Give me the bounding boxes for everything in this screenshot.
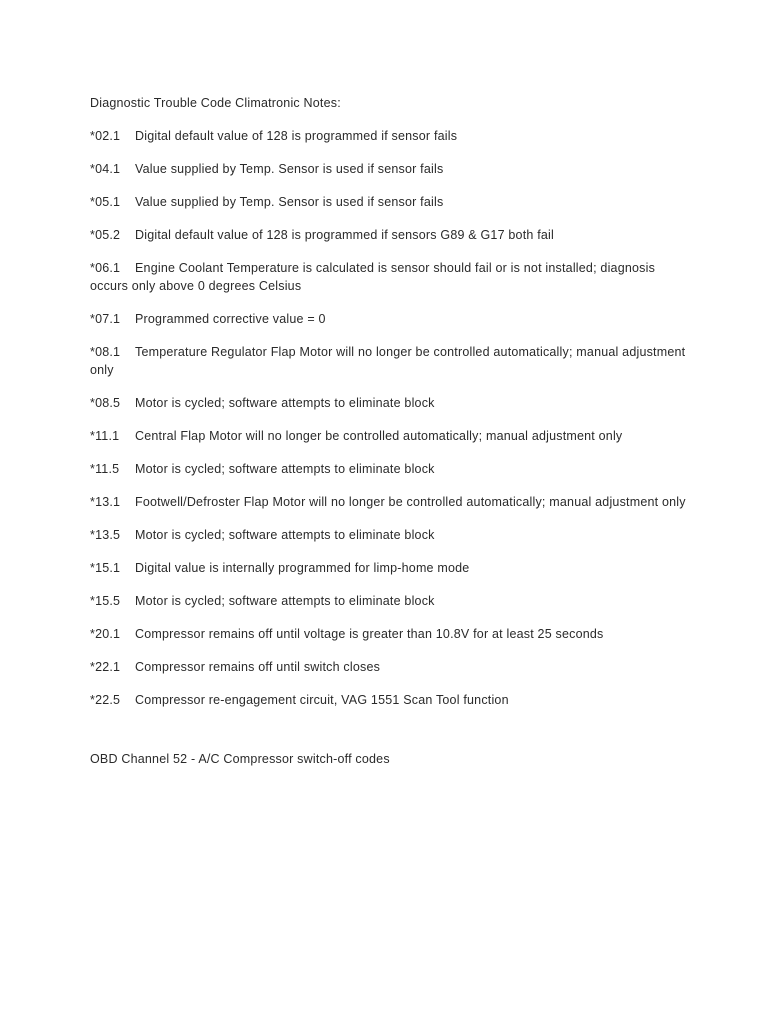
list-item (90, 226, 690, 244)
note-code: *08.1 (90, 345, 121, 359)
note-text: Motor is cycled; software attempts to eliminate block (135, 594, 435, 608)
note-code: *05.1 (90, 195, 121, 209)
list-item (90, 310, 690, 328)
note-text: Compressor re-engagement circuit, VAG 1551 Scan Tool function (135, 693, 509, 707)
note-code: *13.1 (90, 495, 121, 509)
note-code: *13.5 (90, 528, 121, 542)
note-code: *15.1 (90, 561, 121, 575)
list-item (90, 343, 690, 379)
note-text: Temperature Regulator Flap Motor will no longer be controlled automatically; manual adjustment only (90, 345, 686, 377)
list-item (90, 493, 690, 511)
note-code: *06.1 (90, 261, 121, 275)
note-code: *22.1 (90, 660, 121, 674)
note-text: Engine Coolant Temperature is calculated is sensor should fail or is not installed; diagnosis occurs only above 0 degrees Celsius (90, 261, 656, 293)
note-text: Digital value is internally programmed for limp-home mode (135, 561, 470, 575)
footer-line: OBD Channel 52 - A/C Compressor switch-off codes (90, 752, 390, 766)
list-item (90, 259, 690, 295)
note-text: Value supplied by Temp. Sensor is used if sensor fails (135, 162, 444, 176)
list-item (90, 127, 690, 145)
list-item (90, 625, 690, 643)
note-text: Footwell/Defroster Flap Motor will no longer be controlled automatically; manual adjustment only (135, 495, 686, 509)
list-item (90, 160, 690, 178)
list-item (90, 394, 690, 412)
note-text: Motor is cycled; software attempts to eliminate block (135, 528, 435, 542)
note-text: Compressor remains off until switch closes (135, 660, 381, 674)
note-text: Central Flap Motor will no longer be controlled automatically; manual adjustment only (135, 429, 623, 443)
note-text: Digital default value of 128 is programmed if sensor fails (135, 129, 458, 143)
note-code: *11.5 (90, 462, 120, 476)
note-code: *11.1 (90, 429, 120, 443)
list-item (90, 193, 690, 211)
note-code: *07.1 (90, 312, 121, 326)
list-item (90, 592, 690, 610)
note-code: *22.5 (90, 693, 121, 707)
note-text: Compressor remains off until voltage is greater than 10.8V for at least 25 seconds (135, 627, 604, 641)
document-page (90, 94, 690, 781)
note-code: *08.5 (90, 396, 121, 410)
note-text: Value supplied by Temp. Sensor is used if sensor fails (135, 195, 444, 209)
note-code: *05.2 (90, 228, 121, 242)
note-text: Digital default value of 128 is programmed if sensors G89 & G17 both fail (135, 228, 554, 242)
note-code: *02.1 (90, 129, 121, 143)
list-item (90, 691, 690, 709)
note-text: Motor is cycled; software attempts to eliminate block (135, 462, 435, 476)
note-code: *20.1 (90, 627, 121, 641)
note-code: *04.1 (90, 162, 121, 176)
note-code: *15.5 (90, 594, 121, 608)
list-item (90, 559, 690, 577)
list-item (90, 526, 690, 544)
list-item (90, 427, 690, 445)
note-text: Programmed corrective value = 0 (135, 312, 326, 326)
note-text: Motor is cycled; software attempts to eliminate block (135, 396, 435, 410)
list-item (90, 658, 690, 676)
list-item (90, 460, 690, 478)
document-heading: Diagnostic Trouble Code Climatronic Notes: (90, 96, 341, 110)
notes-list (90, 127, 690, 709)
